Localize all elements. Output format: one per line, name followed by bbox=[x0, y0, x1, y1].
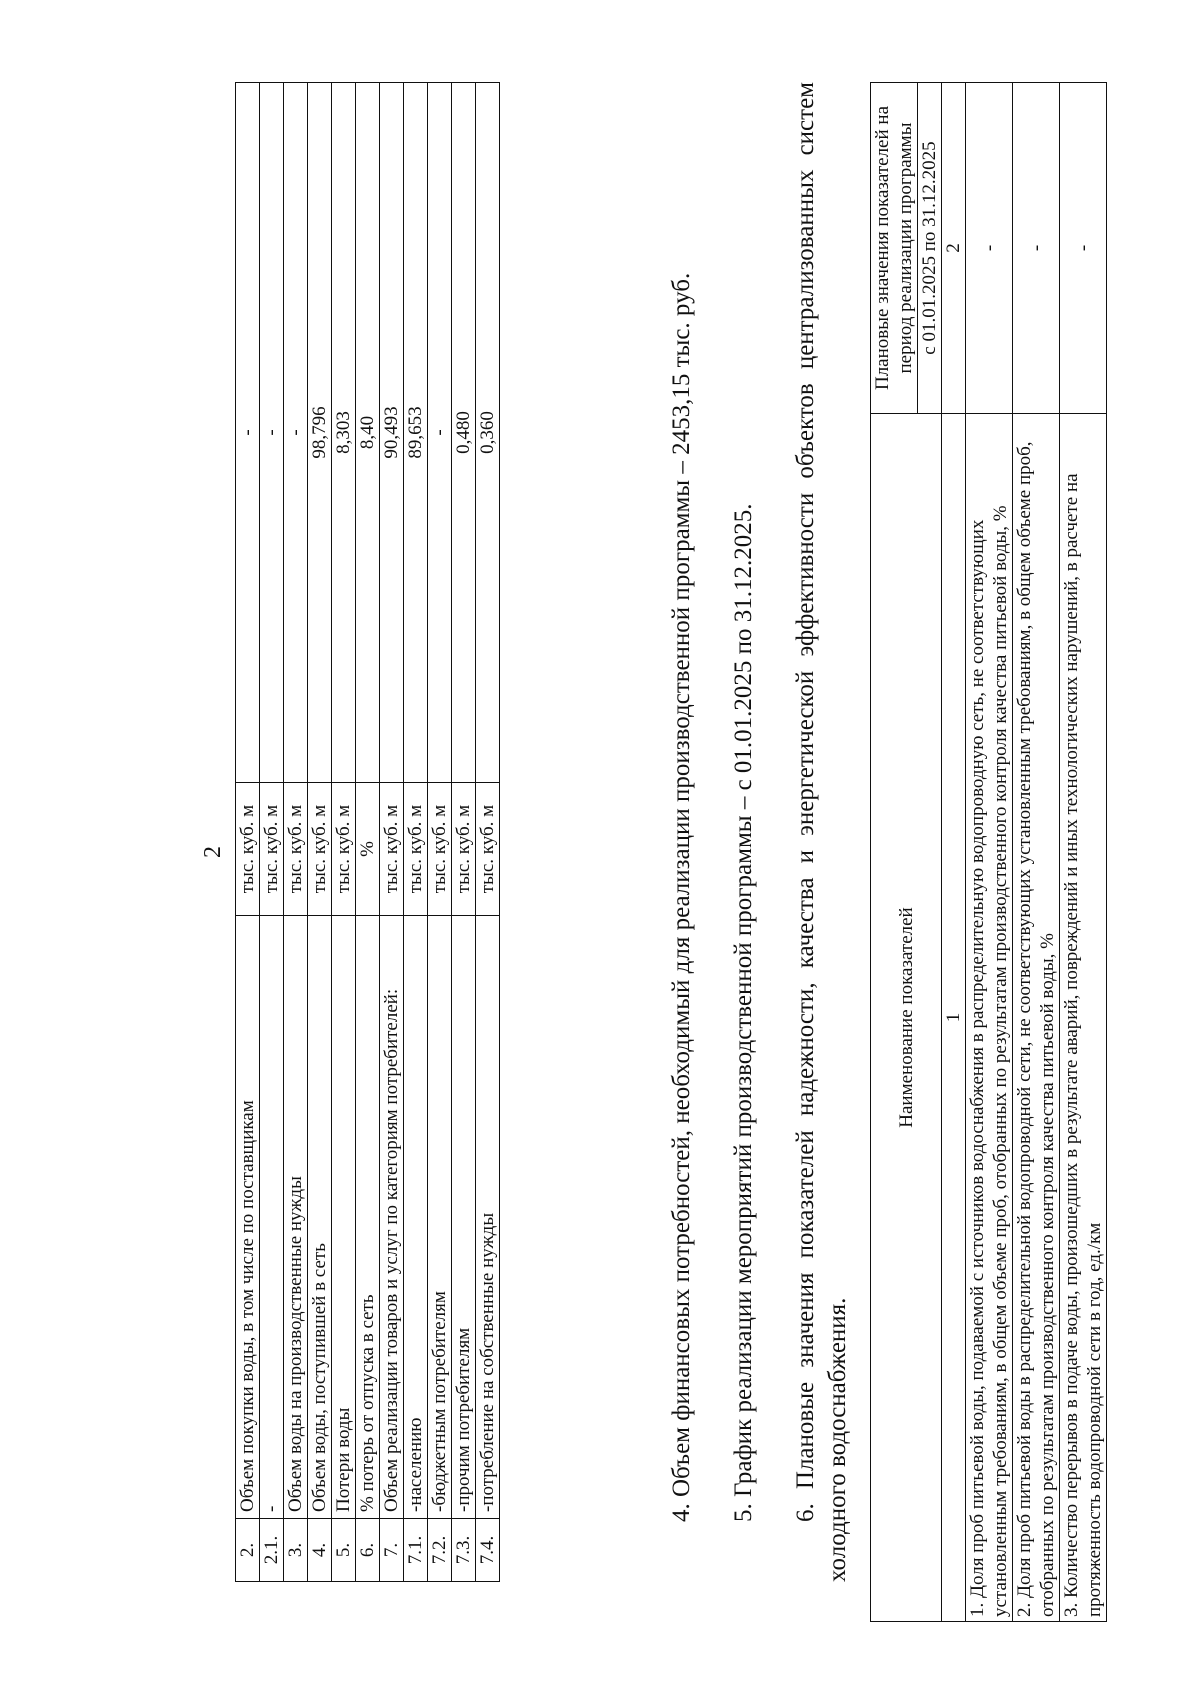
row-name: Объем воды на производственные нужды bbox=[284, 916, 308, 1519]
indicators-table bbox=[870, 82, 1107, 1622]
row-unit: % bbox=[356, 783, 380, 916]
header-row bbox=[871, 83, 918, 1622]
table-row bbox=[236, 83, 260, 1582]
column-number: 2 bbox=[942, 83, 966, 414]
water-volumes-table bbox=[235, 82, 500, 1582]
table-row bbox=[966, 83, 1013, 1622]
table-row bbox=[380, 83, 404, 1582]
row-name: -бюджетным потребителям bbox=[428, 916, 452, 1519]
row-name: - bbox=[260, 916, 284, 1519]
row-number: 7. bbox=[380, 1519, 404, 1582]
indicator-name: 2. Доля проб питьевой воды в распределительной водопроводной сети, не соответствующих установленным требованиям, в общем объеме проб, отобранных по результатам производственного контроля качества питьевой воды, % bbox=[1013, 414, 1060, 1622]
indicator-value: - bbox=[966, 83, 1013, 414]
row-name: % потерь от отпуска в сеть bbox=[356, 916, 380, 1519]
row-name: -прочим потребителям bbox=[452, 916, 476, 1519]
section-indicators-heading: 6. Плановые значения показателей надежности, качества и энергетической эффективности объектов централизованных систем холодного водоснабжения. bbox=[792, 82, 851, 1582]
row-unit: тыс. куб. м bbox=[476, 783, 500, 916]
table-row bbox=[404, 83, 428, 1582]
rotated-page bbox=[100, 82, 1105, 1622]
row-unit: тыс. куб. м bbox=[428, 783, 452, 916]
indicator-value: - bbox=[1013, 83, 1060, 414]
page-number: 2 bbox=[200, 846, 226, 858]
indicator-name: 3. Количество перерывов в подаче воды, произошедших в результате аварий, повреждений и иных технологических нарушений, в расчете на протяженность водопроводной сети в год, ед./км bbox=[1060, 414, 1107, 1622]
row-unit: тыс. куб. м bbox=[236, 783, 260, 916]
row-unit: тыс. куб. м bbox=[260, 783, 284, 916]
row-number: 6. bbox=[356, 1519, 380, 1582]
table-row bbox=[428, 83, 452, 1582]
row-number: 7.2. bbox=[428, 1519, 452, 1582]
indicator-value: - bbox=[1060, 83, 1107, 414]
table-row bbox=[332, 83, 356, 1582]
row-unit: тыс. куб. м bbox=[452, 783, 476, 916]
row-name: Объем покупки воды, в том числе по поставщикам bbox=[236, 916, 260, 1519]
row-name: Потери воды bbox=[332, 916, 356, 1519]
row-value: 8,303 bbox=[332, 83, 356, 783]
row-value: 0,480 bbox=[452, 83, 476, 783]
table-row bbox=[356, 83, 380, 1582]
row-value: - bbox=[428, 83, 452, 783]
column-number: 1 bbox=[942, 414, 966, 1622]
row-name: -населению bbox=[404, 916, 428, 1519]
row-unit: тыс. куб. м bbox=[404, 783, 428, 916]
row-value: - bbox=[260, 83, 284, 783]
row-unit: тыс. куб. м bbox=[380, 783, 404, 916]
row-number: 3. bbox=[284, 1519, 308, 1582]
header-period: с 01.01.2025 по 31.12.2025 bbox=[918, 83, 942, 414]
table-row bbox=[308, 83, 332, 1582]
row-number: 2. bbox=[236, 1519, 260, 1582]
indicator-name: 1. Доля проб питьевой воды, подаваемой с источников водоснабжения в распределительную водопроводную сеть, не соответствующих установленным требованиям, в общем объеме проб, отобранных по результатам производственного контроля качества питьевой воды, % bbox=[966, 414, 1013, 1622]
row-value: 8,40 bbox=[356, 83, 380, 783]
table-row bbox=[1060, 83, 1107, 1622]
row-value: 0,360 bbox=[476, 83, 500, 783]
header-plan-values: Плановые значения показателей на период реализации программы bbox=[871, 83, 918, 414]
row-unit: тыс. куб. м bbox=[332, 783, 356, 916]
row-number: 7.4. bbox=[476, 1519, 500, 1582]
row-number: 2.1. bbox=[260, 1519, 284, 1582]
table-row bbox=[1013, 83, 1060, 1622]
header-indicator-name: Наименование показателей bbox=[871, 414, 942, 1622]
row-number: 7.3. bbox=[452, 1519, 476, 1582]
row-number: 7.1. bbox=[404, 1519, 428, 1582]
row-value: - bbox=[284, 83, 308, 783]
row-unit: тыс. куб. м bbox=[308, 783, 332, 916]
row-name: Объем реализации товаров и услуг по категориям потребителей: bbox=[380, 916, 404, 1519]
row-value: 98,796 bbox=[308, 83, 332, 783]
row-number: 4. bbox=[308, 1519, 332, 1582]
row-name: -потребление на собственные нужды bbox=[476, 916, 500, 1519]
table-row bbox=[284, 83, 308, 1582]
table-row bbox=[452, 83, 476, 1582]
row-unit: тыс. куб. м bbox=[284, 783, 308, 916]
row-number: 5. bbox=[332, 1519, 356, 1582]
section-financial-needs: 4. Объем финансовых потребностей, необходимый для реализации производственной программы – 2453,15 тыс. руб. bbox=[668, 272, 695, 1522]
row-value: 89,653 bbox=[404, 83, 428, 783]
row-name: Объем воды, поступившей в сеть bbox=[308, 916, 332, 1519]
row-value: 90,493 bbox=[380, 83, 404, 783]
row-value: - bbox=[236, 83, 260, 783]
table-row bbox=[260, 83, 284, 1582]
table-row bbox=[476, 83, 500, 1582]
section-schedule: 5. График реализации мероприятий производственной программы – с 01.01.2025 по 31.12.2025. bbox=[730, 503, 757, 1522]
column-number-row bbox=[942, 83, 966, 1622]
